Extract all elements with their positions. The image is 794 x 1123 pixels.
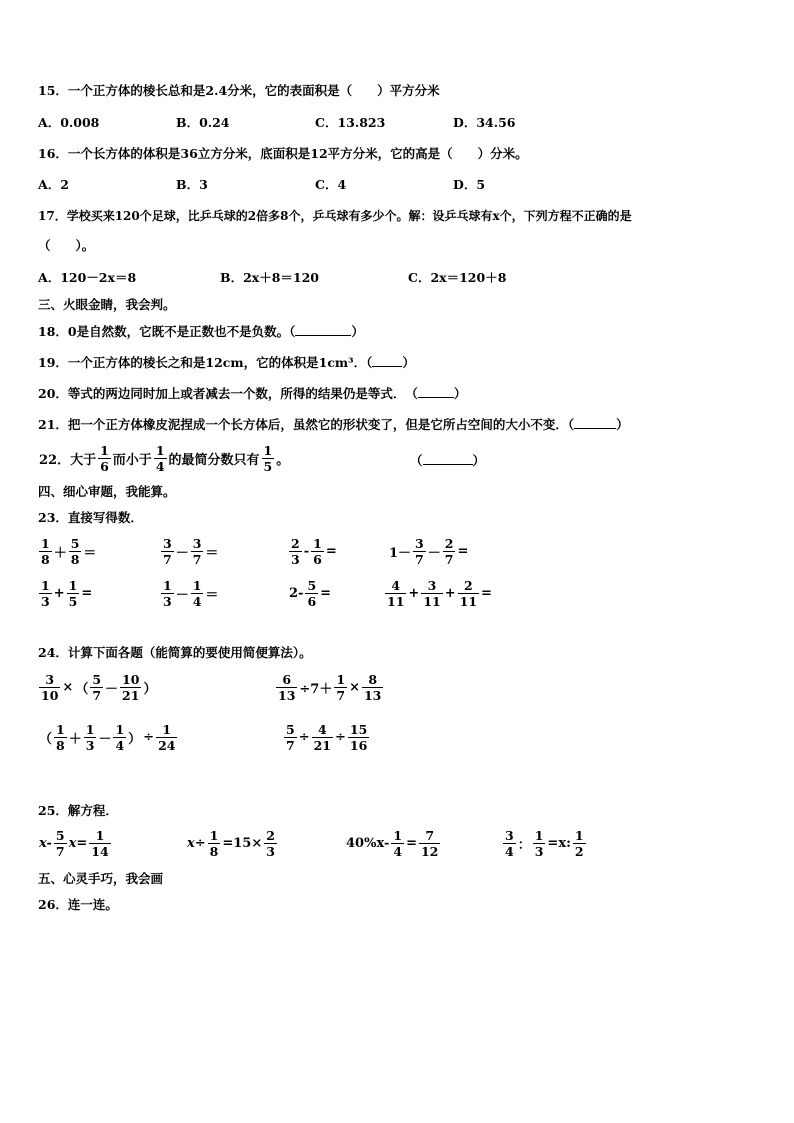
q16-option-b: B．3: [176, 177, 208, 192]
q16-option-d: D．5: [453, 177, 486, 192]
q25-equation-4: $\frac{3}{4}$ ： $\frac{1}{3}$ =x: $\frac{1}{2}$: [505, 828, 584, 859]
question-23-title: 23．直接写得数．: [38, 510, 143, 525]
q23-expr-3: $\frac{2}{3}$ - $\frac{1}{6}$ =: [291, 536, 337, 567]
question-19: [38, 354, 415, 371]
q15-option-a: A．0.008: [38, 115, 100, 130]
q23-expr-5: $\frac{1}{3}$ + $\frac{1}{5}$ =: [41, 578, 93, 609]
q15-option-b: B．0.24: [176, 115, 230, 130]
q17-option-a: A．120－2x＝8: [38, 270, 137, 285]
q18-end: ）: [351, 324, 364, 339]
q23-expr-4: 1－ $\frac{3}{7}$ － $\frac{2}{7}$ =: [389, 536, 469, 567]
q16-option-a: A．2: [38, 177, 69, 192]
q22-post: 的最简分数只有: [168, 453, 260, 468]
q20-answer-blank[interactable]: [418, 385, 454, 398]
question-21: [38, 416, 629, 433]
question-17-tail: （ ）。: [38, 238, 95, 253]
question-24-title: 24．计算下面各题（能简算的要使用简便算法）。: [38, 645, 312, 660]
q24-expr-4: $\frac{5}{7}$ ÷ $\frac{4}{21}$ ÷ $\frac{15}{16}$: [286, 722, 368, 753]
q25-equation-3: 40%x- $\frac{1}{4}$ = $\frac{7}{12}$: [346, 828, 439, 859]
section-5-heading: 五、心灵手巧，我会画: [38, 871, 164, 886]
q23-expr-1: $\frac{1}{8}$ ＋ $\frac{5}{8}$ ＝: [41, 536, 97, 567]
fraction: $\frac{1}{6}$: [100, 443, 109, 474]
q19-answer-blank[interactable]: [372, 354, 402, 367]
question-22: [38, 443, 290, 474]
q25-equation-2: x÷ $\frac{1}{8}$ =15× $\frac{2}{3}$: [187, 828, 275, 859]
q17-option-b: B．2x＋8＝120: [220, 270, 320, 285]
q22-answer: （ ）: [410, 453, 486, 468]
q18-text: 18．0是自然数，它既不是正数也不是负数。（: [38, 324, 296, 339]
question-26-title: 26．连一连。: [38, 897, 118, 912]
q22-mid: 而小于: [112, 453, 152, 468]
q21-answer-blank[interactable]: [574, 416, 616, 429]
q18-answer-blank[interactable]: [295, 323, 351, 336]
question-20: [38, 385, 466, 402]
q23-expr-8: $\frac{4}{11}$ + $\frac{3}{11}$ + $\frac{2}{11}$ =: [387, 578, 492, 609]
q19-end: ）: [402, 355, 415, 370]
q15-option-c: C．13.823: [315, 115, 386, 130]
q17-option-c: C．2x＝120＋8: [408, 270, 507, 285]
q22-end: 。: [276, 453, 290, 468]
q24-expr-2: $\frac{6}{13}$ ÷7＋ $\frac{1}{7}$ × $\frac{8}{13}$: [278, 672, 382, 703]
q22-answer-blank[interactable]: [423, 452, 473, 465]
q21-text: 21．把一个正方体橡皮泥捏成一个长方体后，虽然它的形状变了，但是它所占空间的大小不变．（: [38, 417, 575, 432]
q23-expr-6: $\frac{1}{3}$ － $\frac{1}{4}$ ＝: [163, 578, 219, 609]
q20-text: 20．等式的两边同时加上或者减去一个数，所得的结果仍是等式． （: [38, 386, 418, 401]
q20-end: ）: [453, 386, 467, 401]
fraction: $\frac{1}{5}$: [263, 443, 273, 474]
question-17: 17．学校买来120个足球，比乒乓球的2倍多8个，乒乓球有多少个。解：设乒乓球有x个，下列方程不正确的是: [38, 209, 632, 223]
q24-expr-3: （ $\frac{1}{8}$ ＋ $\frac{1}{3}$ － $\frac{1}{4}$ ） ÷ $\frac{1}{24}$: [39, 722, 176, 753]
q21-end: ）: [616, 417, 629, 432]
question-18: [38, 323, 364, 340]
fraction: $\frac{1}{4}$: [155, 443, 165, 474]
q15-option-d: D．34.56: [453, 115, 516, 130]
section-3-heading: 三、火眼金睛，我会判。: [38, 297, 176, 312]
q25-equation-1: x- $\frac{5}{7}$ x= $\frac{1}{14}$: [39, 828, 109, 859]
section-4-heading: 四、细心审题，我能算。: [38, 484, 176, 499]
question-16: 16．一个长方体的体积是36立方分米，底面积是12平方分米，它的高是（ ）分米。: [38, 146, 528, 161]
q23-expr-2: $\frac{3}{7}$ － $\frac{3}{7}$ ＝: [163, 536, 219, 567]
q24-expr-1: $\frac{3}{10}$ × （ $\frac{5}{7}$ － $\frac{10}{21}$ ）: [41, 672, 157, 703]
q23-expr-7: 2- $\frac{5}{6}$ =: [289, 578, 332, 609]
q19-text: 19．一个正方体的棱长之和是12cm，它的体积是1cm³．（: [38, 355, 373, 370]
question-15: 15．一个正方体的棱长总和是2.4分米，它的表面积是（ ）平方分米: [38, 83, 440, 98]
question-25-title: 25．解方程．: [38, 803, 118, 818]
q22-pre: 22．大于: [39, 453, 97, 468]
q16-option-c: C．4: [315, 177, 347, 192]
